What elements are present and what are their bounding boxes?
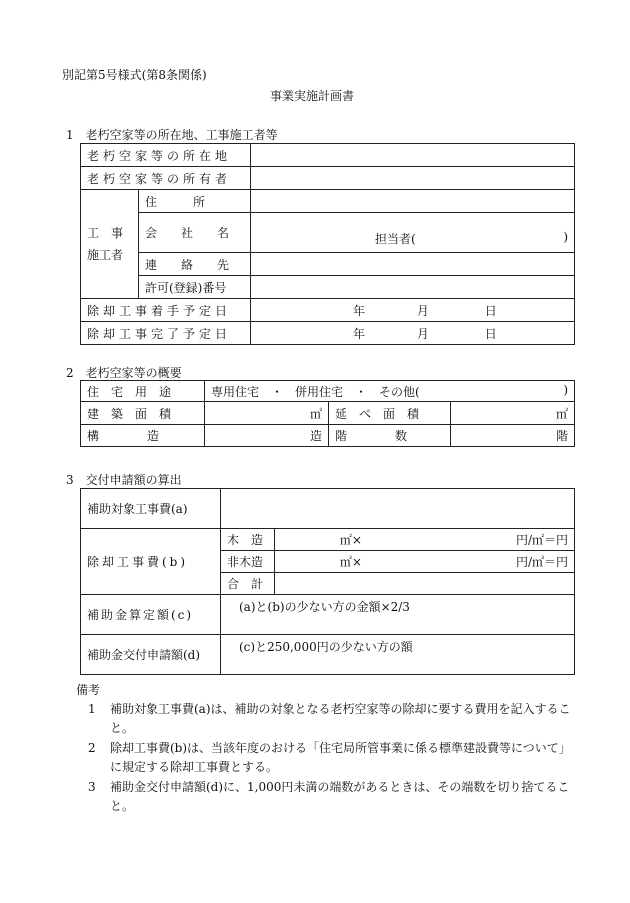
use-close: ) xyxy=(563,382,569,397)
section1-table xyxy=(80,143,575,345)
end-date-label: 除却工事完了予定日 xyxy=(81,322,251,345)
subsidy-cost-field[interactable] xyxy=(221,489,575,529)
section3-heading: 3 交付申請額の算出 xyxy=(66,473,182,487)
note-item xyxy=(88,778,588,818)
building-area-label: 建 築 面 積 xyxy=(81,402,205,425)
license-label: 許可(登録)番号 xyxy=(139,276,251,299)
floors-field[interactable] xyxy=(451,425,575,447)
owner-label: 老朽空家等の所有者 xyxy=(81,167,251,190)
wood-sqm: ㎡× xyxy=(339,533,362,547)
end-date-field[interactable] xyxy=(251,322,575,345)
structure-label: 構 造 xyxy=(81,425,205,447)
company-label: 会 社 名 xyxy=(139,213,251,253)
wood-yen: 円 xyxy=(555,533,568,547)
floor-area-label: 延 べ 面 積 xyxy=(329,402,451,425)
person-in-charge-label: 担当者( xyxy=(375,232,416,246)
nonwood-calc-field[interactable] xyxy=(275,551,575,573)
license-field[interactable] xyxy=(251,276,575,299)
end-month: 月 xyxy=(416,326,429,341)
section2-table xyxy=(80,380,575,447)
start-month: 月 xyxy=(416,303,429,318)
section3-table xyxy=(80,488,575,675)
start-year: 年 xyxy=(353,303,366,318)
address-label: 住 所 xyxy=(139,190,251,213)
apply-formula: (c)と250,000円の少ない方の額 xyxy=(239,640,413,654)
contractor-label-line1: 工 事 xyxy=(87,226,124,240)
use-options: 専用住宅 ・ 併用住宅 ・ その他( xyxy=(211,384,420,399)
floor-area-field[interactable] xyxy=(451,402,575,425)
demolition-label: 除却工事費(b) xyxy=(81,529,221,595)
note-text: 補助対象工事費(a)は、補助の対象となる老朽空家等の除却に要する費用を記入すること。 xyxy=(110,702,571,735)
building-area-unit: ㎡ xyxy=(309,406,322,421)
subsidy-cost-label: 補助対象工事費(a) xyxy=(81,489,221,529)
floors-label: 階 数 xyxy=(329,425,451,447)
notes-heading: 備考 xyxy=(76,683,101,697)
calc-field[interactable] xyxy=(221,595,575,635)
start-day: 日 xyxy=(484,303,497,318)
note-number: 1 xyxy=(88,702,96,716)
contact-label: 連 絡 先 xyxy=(139,253,251,276)
nonwood-label: 非木造 xyxy=(221,551,275,573)
note-number: 2 xyxy=(88,741,96,755)
floors-unit: 階 xyxy=(556,429,569,443)
document-title: 事業実施計画書 xyxy=(270,89,355,103)
end-year: 年 xyxy=(353,326,366,341)
apply-label: 補助金交付申請額(d) xyxy=(81,635,221,675)
total-field[interactable] xyxy=(275,573,575,595)
apply-field[interactable] xyxy=(221,635,575,675)
structure-unit: 造 xyxy=(309,429,322,443)
note-item xyxy=(88,700,588,740)
location-field[interactable] xyxy=(251,144,575,167)
calc-label: 補助金算定額(c) xyxy=(81,595,221,635)
address-field[interactable] xyxy=(251,190,575,213)
contractor-label-line2: 施工者 xyxy=(87,248,124,262)
use-field[interactable] xyxy=(205,381,575,402)
nonwood-unit-price: 円/㎡＝ xyxy=(515,555,556,569)
section2-heading: 2 老朽空家等の概要 xyxy=(66,366,182,380)
end-day: 日 xyxy=(484,326,497,341)
form-number: 別記第5号様式(第8条関係) xyxy=(62,68,207,82)
wood-label: 木 造 xyxy=(221,529,275,551)
calc-formula: (a)と(b)の少ない方の金額×2/3 xyxy=(239,600,410,614)
start-date-label: 除却工事着手予定日 xyxy=(81,299,251,322)
location-label: 老朽空家等の所在地 xyxy=(81,144,251,167)
note-text: 補助金交付申請額(d)に、1,000円未満の端数があるときは、その端数を切り捨てること。 xyxy=(110,780,570,813)
contractor-group-label xyxy=(81,190,139,299)
use-label: 住 宅 用 途 xyxy=(81,381,205,402)
owner-field[interactable] xyxy=(251,167,575,190)
contact-field[interactable] xyxy=(251,253,575,276)
floor-area-unit: ㎡ xyxy=(556,406,569,421)
structure-field[interactable] xyxy=(205,425,329,447)
note-text: 除却工事費(b)は、当該年度のおける「住宅局所管事業に係る標準建設費等について」に規定する除却工事費とする。 xyxy=(110,741,571,774)
total-label: 合 計 xyxy=(221,573,275,595)
wood-unit-price: 円/㎡＝ xyxy=(515,533,556,547)
nonwood-yen: 円 xyxy=(555,555,568,569)
note-number: 3 xyxy=(88,780,96,794)
section1-heading: 1 老朽空家等の所在地、工事施工者等 xyxy=(66,128,278,142)
start-date-field[interactable] xyxy=(251,299,575,322)
person-close: ) xyxy=(563,230,569,244)
building-area-field[interactable] xyxy=(205,402,329,425)
note-item xyxy=(88,739,588,779)
wood-calc-field[interactable] xyxy=(275,529,575,551)
company-field[interactable] xyxy=(251,213,575,253)
nonwood-sqm: ㎡× xyxy=(339,555,362,569)
